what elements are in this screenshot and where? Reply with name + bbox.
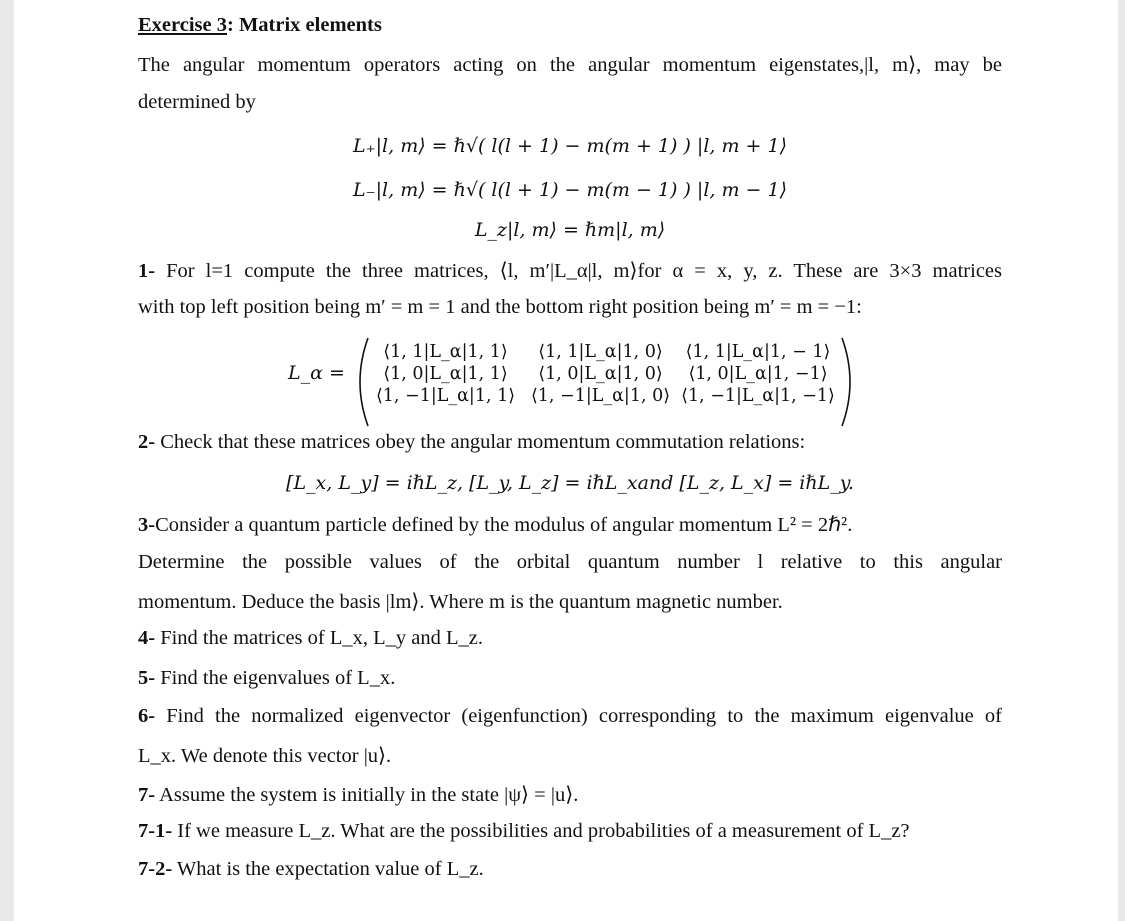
question-1-line-1 — [138, 258, 1002, 283]
question-6-line-2: L_x. We denote this vector |u⟩. — [138, 745, 392, 767]
right-paren-icon — [838, 336, 860, 428]
question-3-line-1 — [138, 512, 1002, 537]
title-prefix: Exercise 3 — [138, 14, 227, 36]
question-3-number: 3- — [138, 514, 156, 536]
matrix-cell: ⟨1, 0|L_α|1, 0⟩ — [538, 364, 663, 384]
intro-line-2: determined by — [138, 91, 256, 113]
matrix-cell: ⟨1, −1|L_α|1, 1⟩ — [375, 386, 516, 406]
question-7 — [138, 782, 1002, 807]
question-1-line-2: with top left position being m′ = m = 1 and the bottom right position being m′ = m = −1: — [138, 296, 862, 318]
question-4-number: 4- — [138, 627, 156, 649]
question-2 — [138, 431, 1002, 454]
question-7-1-text: If we measure L_z. What are the possibilities and probabilities of a measurement of L_z? — [177, 820, 910, 842]
title-suffix: : Matrix elements — [227, 14, 382, 36]
question-2-text: Check that these matrices obey the angular momentum commutation relations: — [160, 431, 806, 453]
question-6-text: Find the normalized eigenvector (eigenfunction) corresponding to the maximum eigenvalue of — [166, 705, 1002, 727]
matrix-cell: ⟨1, 1|L_α|1, 1⟩ — [383, 342, 508, 362]
intro-line-1: The angular momentum operators acting on the angular momentum eigenstates,|l, m⟩, may be — [138, 54, 1002, 76]
question-6-line-1 — [138, 705, 1002, 728]
equation-l-z: L_z|l, m⟩ = ℏm|l, m⟩ — [474, 219, 666, 241]
exercise-title — [138, 14, 1002, 37]
equation-l-plus: L₊|l, m⟩ = ℏ√( l(l + 1) − m(m + 1) ) |l, m + 1⟩ — [352, 135, 787, 157]
question-5-number: 5- — [138, 667, 156, 689]
matrix-grid — [368, 342, 838, 406]
question-3-line-3: momentum. Deduce the basis |lm⟩. Where m is the quantum magnetic number. — [138, 591, 783, 613]
matrix-cell: ⟨1, −1|L_α|1, −1⟩ — [681, 386, 835, 406]
question-7-2-number: 7-2- — [138, 858, 173, 880]
question-2-number: 2- — [138, 431, 156, 453]
matrix-cell: ⟨1, 0|L_α|1, 1⟩ — [383, 364, 508, 384]
question-3-text: Consider a quantum particle defined by the modulus of angular momentum L² = 2ℏ². — [155, 514, 853, 536]
question-3-line-2: Determine the possible values of the orbital quantum number l relative to this angular — [138, 551, 1002, 573]
matrix-label: L_α = — [288, 362, 345, 384]
question-4 — [138, 627, 1002, 650]
question-6-number: 6- — [138, 705, 156, 727]
matrix-cell: ⟨1, 0|L_α|1, −1⟩ — [688, 364, 828, 384]
question-7-2-text: What is the expectation value of L_z. — [176, 858, 484, 880]
document-page — [14, 0, 1118, 921]
l-alpha-matrix — [278, 336, 838, 428]
question-7-2 — [138, 858, 1002, 881]
question-7-number: 7- — [138, 784, 156, 806]
question-7-1-number: 7-1- — [138, 820, 173, 842]
question-1-number: 1- — [138, 260, 156, 282]
question-5 — [138, 667, 1002, 690]
matrix-cell: ⟨1, −1|L_α|1, 0⟩ — [530, 386, 671, 406]
equation-l-minus: L₋|l, m⟩ = ℏ√( l(l + 1) − m(m − 1) ) |l, m − 1⟩ — [352, 179, 787, 201]
question-7-1 — [138, 820, 1002, 843]
question-7-text: Assume the system is initially in the state |ψ⟩ = |u⟩. — [159, 784, 579, 806]
matrix-cell: ⟨1, 1|L_α|1, 0⟩ — [538, 342, 663, 362]
question-5-text: Find the eigenvalues of L_x. — [160, 667, 396, 689]
question-1-text: For l=1 compute the three matrices, ⟨l, m′|L_α|l, m⟩for α = x, y, z. These are 3×3 matrices — [166, 260, 1002, 282]
question-4-text: Find the matrices of L_x, L_y and L_z. — [160, 627, 483, 649]
matrix-cell: ⟨1, 1|L_α|1, − 1⟩ — [685, 342, 831, 362]
commutation-relations: [L_x, L_y] = iℏL_z, [L_y, L_z] = iℏL_xand [L_z, L_x] = iℏL_y. — [286, 472, 854, 494]
